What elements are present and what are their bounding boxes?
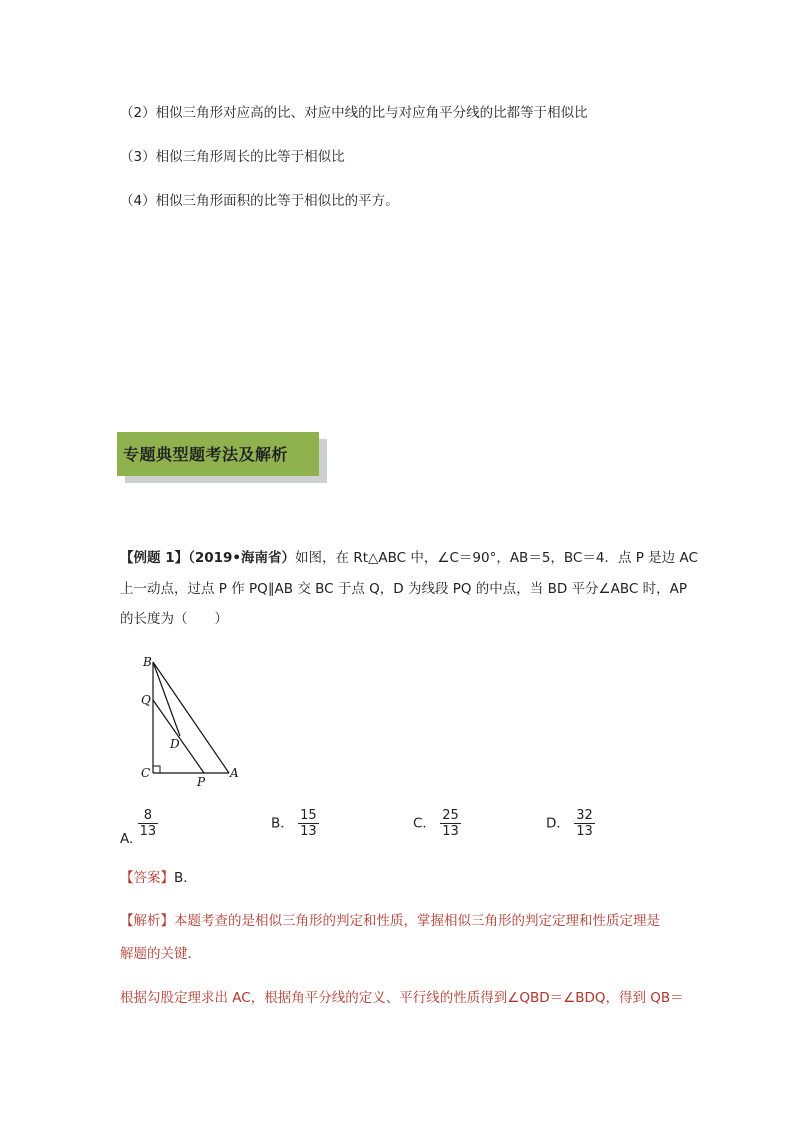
analysis-text-2: 解题的关键． bbox=[120, 946, 201, 962]
example-text-2: 上一动点，过点 P 作 PQ∥AB 交 BC 于点 Q，D 为线段 PQ 的中点，当 BD 平分∠ABC 时，AP bbox=[120, 581, 687, 597]
choice-b-fraction: $\frac{15}{13}$ bbox=[300, 808, 317, 839]
choice-a-letter: A. bbox=[120, 830, 134, 847]
choice-d-fraction: $\frac{32}{13}$ bbox=[576, 808, 593, 839]
property-4: （4）相似三角形面积的比等于相似比的平方。 bbox=[120, 193, 399, 209]
answer-label: 【答案】 bbox=[120, 870, 174, 886]
choice-c-fraction: $\frac{25}{13}$ bbox=[442, 808, 459, 839]
choice-a-fraction: $\frac{8}{13}$ bbox=[139, 808, 157, 839]
choice-b-letter: B． bbox=[271, 815, 294, 832]
section-title: 专题典型题考法及解析 bbox=[123, 445, 289, 464]
label-c: C bbox=[141, 766, 151, 780]
right-angle-mark bbox=[153, 766, 160, 773]
analysis-line-2 bbox=[120, 944, 201, 964]
example-text-3: 的长度为（ ） bbox=[120, 611, 228, 627]
property-2: （2）相似三角形对应高的比、对应中线的比与对应角平分线的比都等于相似比 bbox=[120, 105, 588, 121]
analysis-line-1 bbox=[120, 911, 660, 931]
choice-d[interactable] bbox=[546, 808, 595, 839]
property-3: （3）相似三角形周长的比等于相似比 bbox=[120, 149, 345, 165]
example-label: 【例题 1】 bbox=[120, 550, 189, 566]
choice-a[interactable] bbox=[120, 808, 158, 847]
choice-b[interactable] bbox=[271, 808, 319, 839]
answer-line bbox=[120, 868, 197, 888]
analysis-text-1: 本题考查的是相似三角形的判定和性质，掌握相似三角形的判定定理和性质定理是 bbox=[174, 913, 660, 929]
example-source: （2019•海南省） bbox=[188, 550, 296, 566]
segment-bd bbox=[153, 662, 180, 736]
example-text-1: 如图，在 Rt△ABC 中，∠C＝90°，AB＝5，BC＝4．点 P 是边 AC bbox=[295, 550, 698, 566]
label-p: P bbox=[197, 775, 206, 789]
answer-value: B． bbox=[174, 870, 197, 886]
analysis-text-3: 根据勾股定理求出 AC，根据角平分线的定义、平行线的性质得到∠QBD＝∠BDQ，得到 QB＝ bbox=[120, 990, 684, 1006]
label-a: A bbox=[230, 766, 239, 780]
choice-d-letter: D． bbox=[546, 815, 570, 832]
analysis-label: 【解析】 bbox=[120, 913, 174, 929]
segment-ab bbox=[153, 662, 229, 773]
label-d: D bbox=[170, 737, 180, 751]
choice-c[interactable] bbox=[413, 808, 461, 839]
label-b: B bbox=[143, 655, 152, 669]
analysis-line-3 bbox=[120, 988, 684, 1008]
label-q: Q bbox=[141, 693, 151, 707]
choice-c-letter: C． bbox=[413, 815, 436, 832]
